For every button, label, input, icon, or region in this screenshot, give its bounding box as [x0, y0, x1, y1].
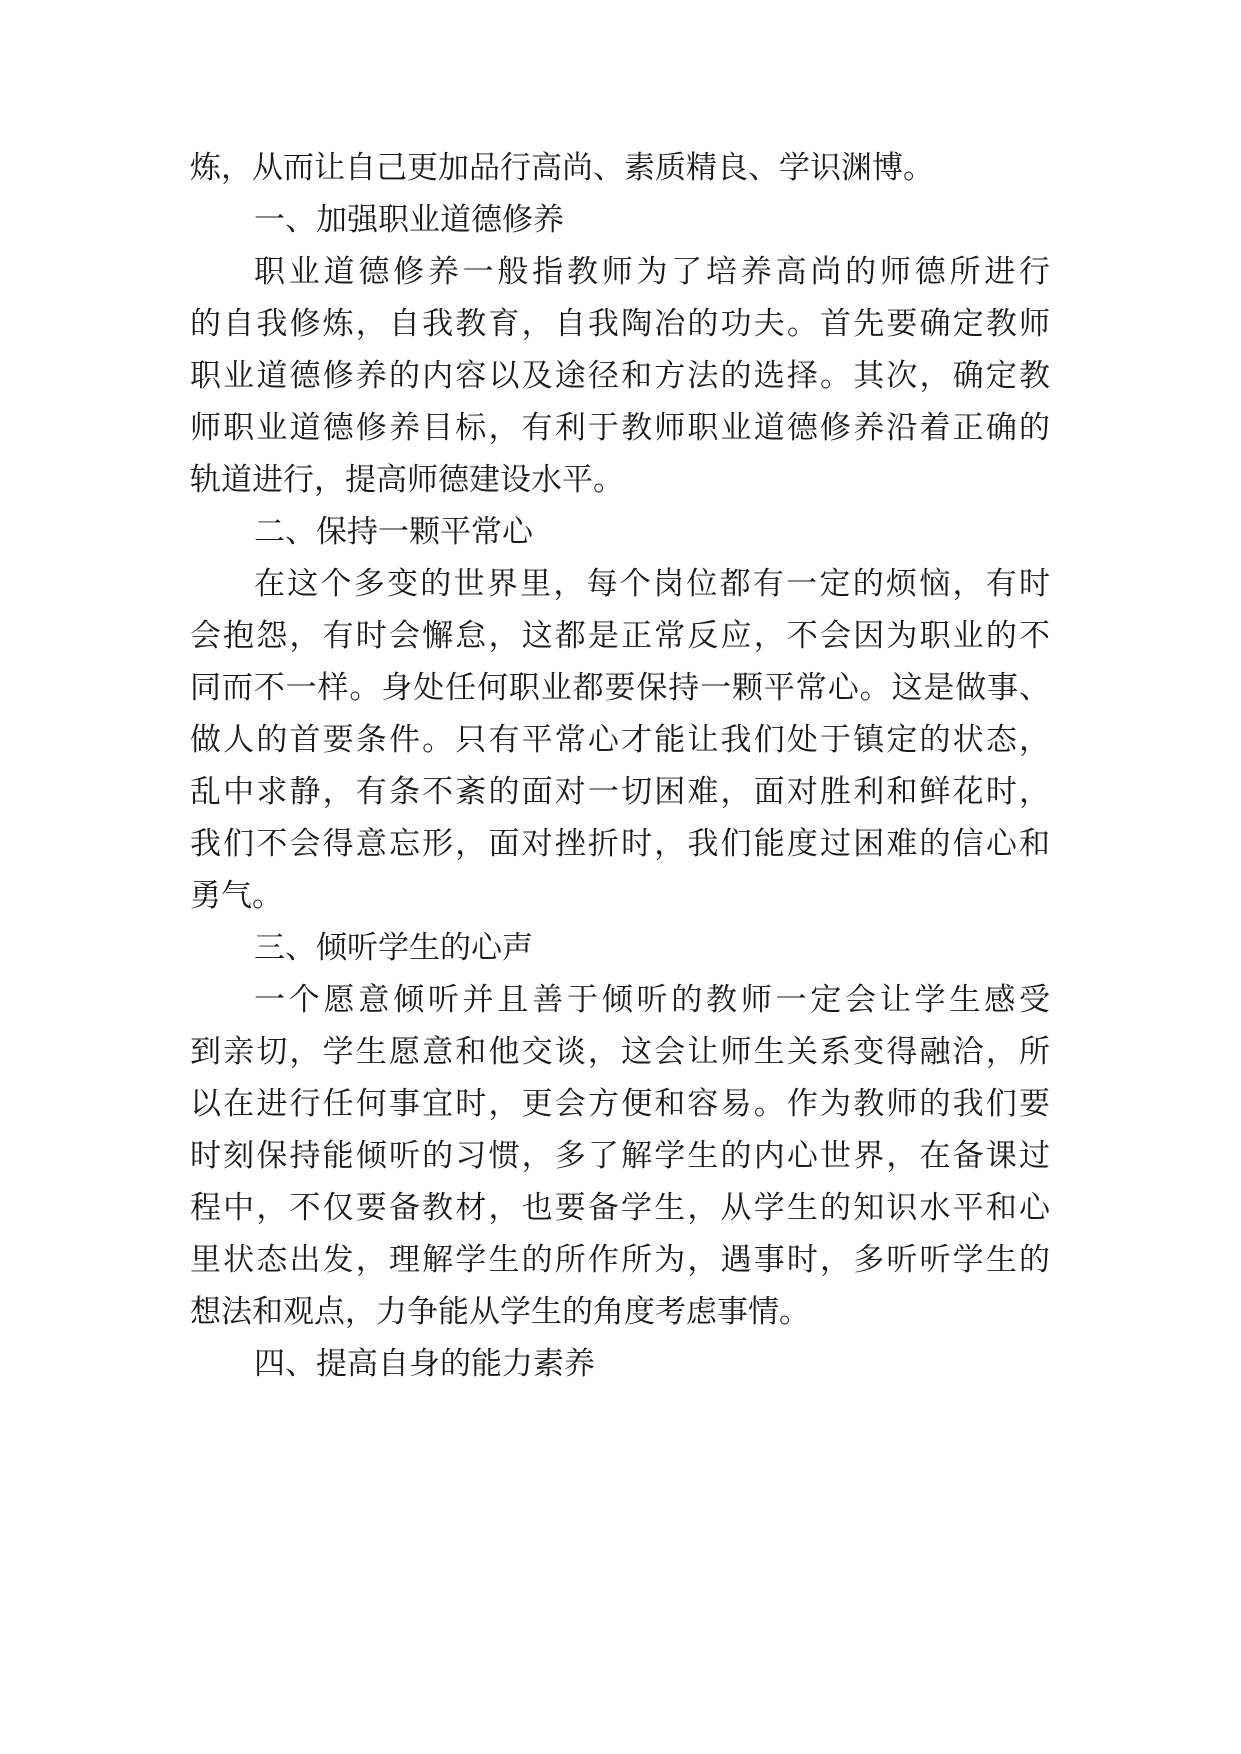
section-heading-1: 一、加强职业道德修养 — [254, 202, 564, 238]
body-text-line: 里状态出发，理解学生的所作所为，遇事时，多听听学生的 — [190, 1242, 1050, 1278]
section-heading-2: 二、保持一颗平常心 — [254, 514, 533, 550]
body-text-line: 同而不一样。身处任何职业都要保持一颗平常心。这是做事、 — [190, 670, 1050, 706]
body-text-line: 勇气。 — [190, 878, 283, 914]
body-text-line: 职业道德修养的内容以及途径和方法的选择。其次，确定教 — [190, 358, 1050, 394]
body-text-line: 时刻保持能倾听的习惯，多了解学生的内心世界，在备课过 — [190, 1138, 1050, 1174]
body-text-line: 会抱怨，有时会懈怠，这都是正常反应，不会因为职业的不 — [190, 618, 1050, 654]
body-text-line: 在这个多变的世界里，每个岗位都有一定的烦恼，有时 — [254, 566, 1050, 602]
body-text-line: 想法和观点，力争能从学生的角度考虑事情。 — [190, 1294, 810, 1330]
body-text-line: 炼，从而让自己更加品行高尚、素质精良、学识渊博。 — [190, 150, 934, 186]
body-text-line: 我们不会得意忘形，面对挫折时，我们能度过困难的信心和 — [190, 826, 1050, 862]
body-text-line: 职业道德修养一般指教师为了培养高尚的师德所进行 — [254, 254, 1050, 290]
body-text-line: 师职业道德修养目标，有利于教师职业道德修养沿着正确的 — [190, 410, 1050, 446]
body-text-line: 以在进行任何事宜时，更会方便和容易。作为教师的我们要 — [190, 1086, 1050, 1122]
body-text-line: 做人的首要条件。只有平常心才能让我们处于镇定的状态， — [190, 722, 1050, 758]
section-heading-3: 三、倾听学生的心声 — [254, 930, 533, 966]
body-text-line: 乱中求静，有条不紊的面对一切困难，面对胜利和鲜花时， — [190, 774, 1050, 810]
body-text-line: 轨道进行，提高师德建设水平。 — [190, 462, 624, 498]
body-text-line: 程中，不仅要备教材，也要备学生，从学生的知识水平和心 — [190, 1190, 1050, 1226]
body-text-line: 一个愿意倾听并且善于倾听的教师一定会让学生感受 — [254, 982, 1050, 1018]
body-text-line: 的自我修炼，自我教育，自我陶冶的功夫。首先要确定教师 — [190, 306, 1050, 342]
section-heading-4: 四、提高自身的能力素养 — [254, 1346, 595, 1382]
body-text-line: 到亲切，学生愿意和他交谈，这会让师生关系变得融洽，所 — [190, 1034, 1050, 1070]
